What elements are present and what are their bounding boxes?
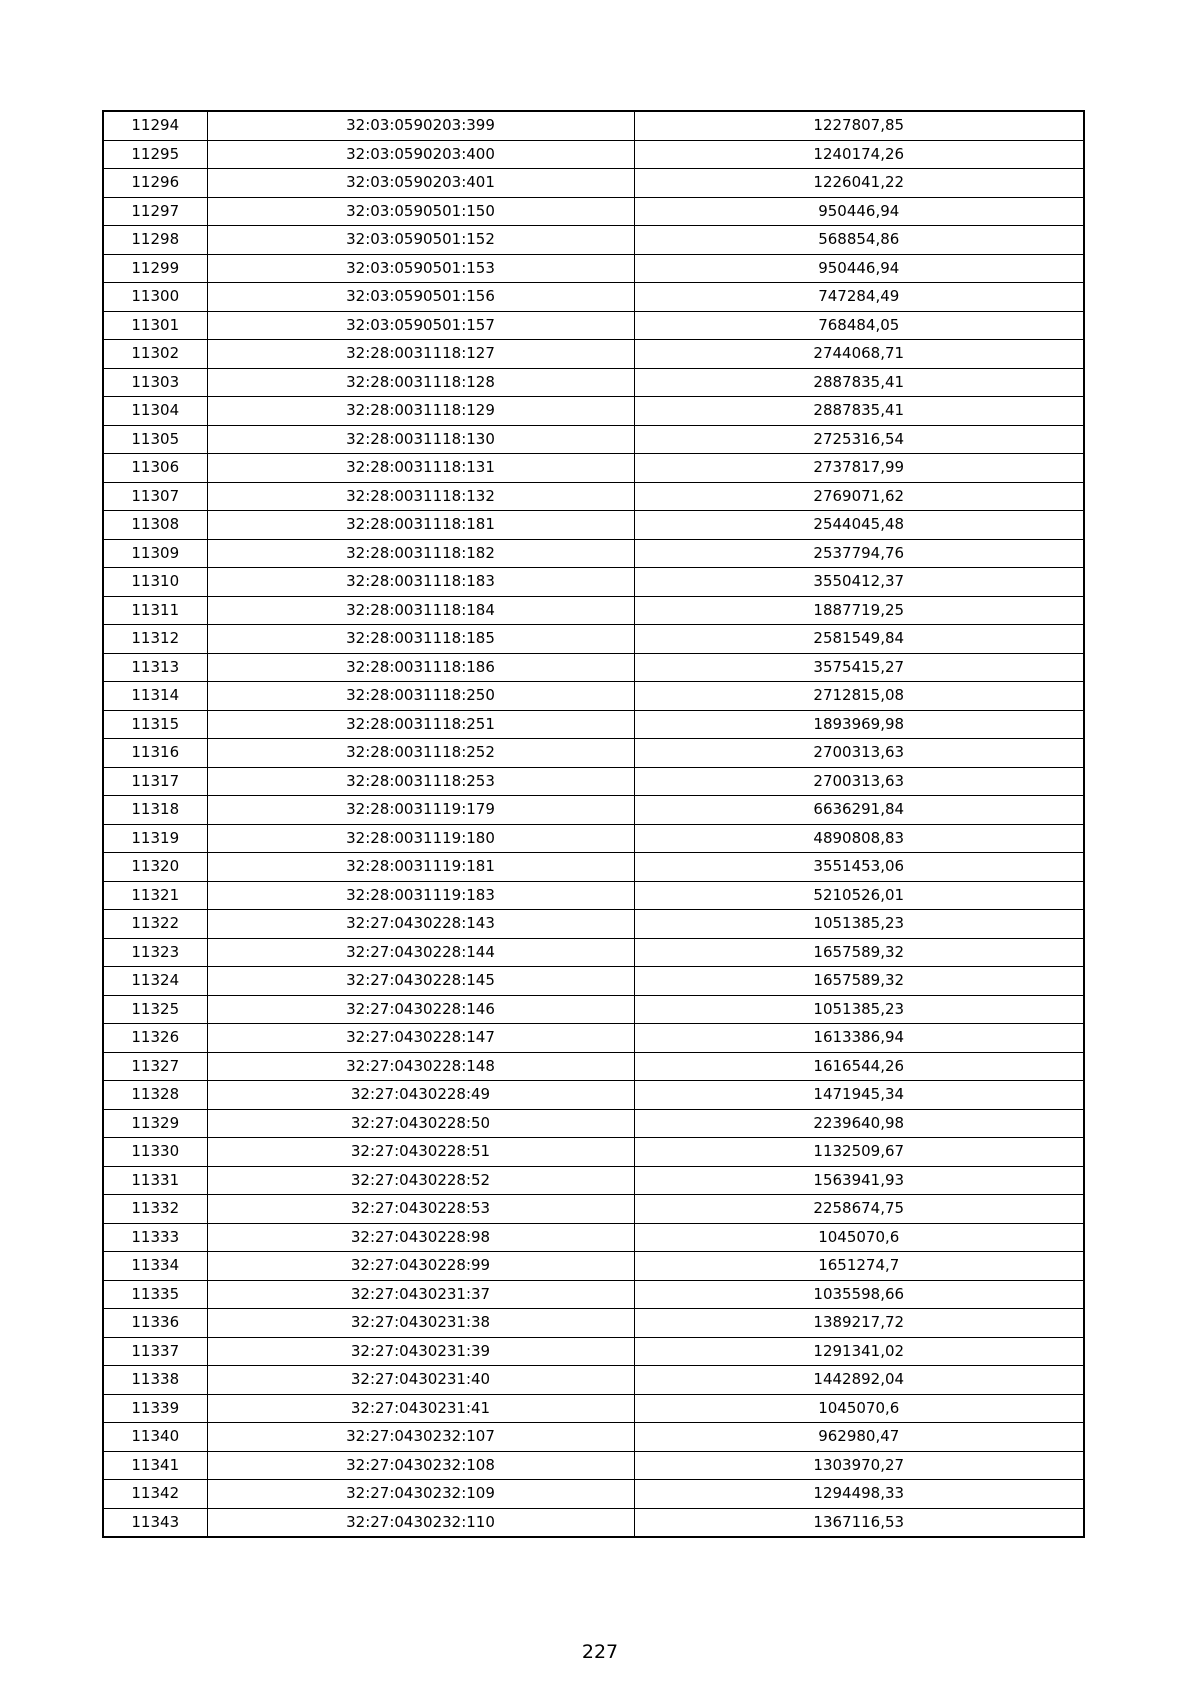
row-number-cell: 11332 <box>103 1195 207 1224</box>
value-cell: 2737817,99 <box>634 454 1084 483</box>
table-row <box>103 197 1084 226</box>
cadastral-number-cell: 32:28:0031118:181 <box>207 511 634 540</box>
table-row <box>103 995 1084 1024</box>
row-number-cell: 11295 <box>103 140 207 169</box>
row-number-cell: 11307 <box>103 482 207 511</box>
row-number-cell: 11300 <box>103 283 207 312</box>
table-row <box>103 1052 1084 1081</box>
row-number-cell: 11343 <box>103 1508 207 1537</box>
value-cell: 1035598,66 <box>634 1280 1084 1309</box>
row-number-cell: 11323 <box>103 938 207 967</box>
value-cell: 1616544,26 <box>634 1052 1084 1081</box>
table-row <box>103 1394 1084 1423</box>
row-number-cell: 11305 <box>103 425 207 454</box>
row-number-cell: 11317 <box>103 767 207 796</box>
cadastral-number-cell: 32:28:0031118:130 <box>207 425 634 454</box>
row-number-cell: 11298 <box>103 226 207 255</box>
table-row <box>103 226 1084 255</box>
table-row <box>103 1508 1084 1537</box>
value-cell: 1389217,72 <box>634 1309 1084 1338</box>
table-row <box>103 824 1084 853</box>
cadastral-number-cell: 32:27:0430232:109 <box>207 1480 634 1509</box>
table-row <box>103 511 1084 540</box>
table-row <box>103 397 1084 426</box>
value-cell: 2887835,41 <box>634 368 1084 397</box>
row-number-cell: 11315 <box>103 710 207 739</box>
cadastral-number-cell: 32:28:0031118:182 <box>207 539 634 568</box>
row-number-cell: 11331 <box>103 1166 207 1195</box>
row-number-cell: 11330 <box>103 1138 207 1167</box>
cadastral-number-cell: 32:03:0590203:400 <box>207 140 634 169</box>
table-row <box>103 311 1084 340</box>
cadastral-number-cell: 32:28:0031118:131 <box>207 454 634 483</box>
value-cell: 3550412,37 <box>634 568 1084 597</box>
row-number-cell: 11314 <box>103 682 207 711</box>
row-number-cell: 11327 <box>103 1052 207 1081</box>
cadastral-number-cell: 32:27:0430228:52 <box>207 1166 634 1195</box>
cadastral-number-cell: 32:28:0031118:185 <box>207 625 634 654</box>
value-cell: 4890808,83 <box>634 824 1084 853</box>
cadastral-number-cell: 32:28:0031118:186 <box>207 653 634 682</box>
value-cell: 2700313,63 <box>634 739 1084 768</box>
value-cell: 2239640,98 <box>634 1109 1084 1138</box>
cadastral-number-cell: 32:28:0031118:128 <box>207 368 634 397</box>
row-number-cell: 11326 <box>103 1024 207 1053</box>
table-row <box>103 1480 1084 1509</box>
value-cell: 1657589,32 <box>634 967 1084 996</box>
value-cell: 2544045,48 <box>634 511 1084 540</box>
row-number-cell: 11325 <box>103 995 207 1024</box>
cadastral-number-cell: 32:03:0590501:153 <box>207 254 634 283</box>
value-cell: 1651274,7 <box>634 1252 1084 1281</box>
value-cell: 768484,05 <box>634 311 1084 340</box>
row-number-cell: 11320 <box>103 853 207 882</box>
row-number-cell: 11340 <box>103 1423 207 1452</box>
value-cell: 1367116,53 <box>634 1508 1084 1537</box>
value-cell: 1887719,25 <box>634 596 1084 625</box>
value-cell: 5210526,01 <box>634 881 1084 910</box>
value-cell: 1051385,23 <box>634 910 1084 939</box>
table-row <box>103 1309 1084 1338</box>
table-row <box>103 1337 1084 1366</box>
table-row <box>103 169 1084 198</box>
cadastral-number-cell: 32:28:0031118:253 <box>207 767 634 796</box>
cadastral-number-cell: 32:28:0031118:252 <box>207 739 634 768</box>
table-row <box>103 625 1084 654</box>
cadastral-number-cell: 32:27:0430228:147 <box>207 1024 634 1053</box>
table-row <box>103 1423 1084 1452</box>
row-number-cell: 11318 <box>103 796 207 825</box>
value-cell: 1051385,23 <box>634 995 1084 1024</box>
table-row <box>103 682 1084 711</box>
cadastral-number-cell: 32:27:0430232:108 <box>207 1451 634 1480</box>
cadastral-number-cell: 32:28:0031118:127 <box>207 340 634 369</box>
cadastral-number-cell: 32:27:0430228:145 <box>207 967 634 996</box>
value-cell: 2258674,75 <box>634 1195 1084 1224</box>
value-cell: 962980,47 <box>634 1423 1084 1452</box>
row-number-cell: 11308 <box>103 511 207 540</box>
cadastral-number-cell: 32:27:0430232:107 <box>207 1423 634 1452</box>
table-row <box>103 967 1084 996</box>
cadastral-number-cell: 32:03:0590501:156 <box>207 283 634 312</box>
value-cell: 1657589,32 <box>634 938 1084 967</box>
table-row <box>103 1280 1084 1309</box>
value-cell: 2887835,41 <box>634 397 1084 426</box>
row-number-cell: 11299 <box>103 254 207 283</box>
table-row <box>103 111 1084 140</box>
row-number-cell: 11311 <box>103 596 207 625</box>
cadastral-number-cell: 32:03:0590501:150 <box>207 197 634 226</box>
value-cell: 2712815,08 <box>634 682 1084 711</box>
value-cell: 1294498,33 <box>634 1480 1084 1509</box>
table-row <box>103 254 1084 283</box>
row-number-cell: 11313 <box>103 653 207 682</box>
row-number-cell: 11333 <box>103 1223 207 1252</box>
row-number-cell: 11310 <box>103 568 207 597</box>
cadastral-number-cell: 32:27:0430231:38 <box>207 1309 634 1338</box>
table-row <box>103 1223 1084 1252</box>
cadastral-number-cell: 32:27:0430231:40 <box>207 1366 634 1395</box>
table-row <box>103 796 1084 825</box>
table-row <box>103 539 1084 568</box>
cadastral-number-cell: 32:27:0430228:99 <box>207 1252 634 1281</box>
cadastral-number-cell: 32:28:0031119:180 <box>207 824 634 853</box>
cadastral-number-cell: 32:27:0430228:144 <box>207 938 634 967</box>
table-row <box>103 568 1084 597</box>
table-row <box>103 910 1084 939</box>
value-cell: 1045070,6 <box>634 1223 1084 1252</box>
cadastral-number-cell: 32:28:0031118:250 <box>207 682 634 711</box>
page-number: 227 <box>581 1641 619 1663</box>
table-row <box>103 1451 1084 1480</box>
cadastral-number-cell: 32:03:0590501:157 <box>207 311 634 340</box>
table-row <box>103 1366 1084 1395</box>
cadastral-number-cell: 32:28:0031119:181 <box>207 853 634 882</box>
value-cell: 1471945,34 <box>634 1081 1084 1110</box>
table-row <box>103 283 1084 312</box>
cadastral-number-cell: 32:27:0430228:49 <box>207 1081 634 1110</box>
row-number-cell: 11334 <box>103 1252 207 1281</box>
table-row <box>103 368 1084 397</box>
table-row <box>103 340 1084 369</box>
value-cell: 1613386,94 <box>634 1024 1084 1053</box>
table-row <box>103 454 1084 483</box>
cadastral-number-cell: 32:28:0031118:183 <box>207 568 634 597</box>
value-cell: 2700313,63 <box>634 767 1084 796</box>
value-cell: 950446,94 <box>634 197 1084 226</box>
row-number-cell: 11303 <box>103 368 207 397</box>
table-row <box>103 1195 1084 1224</box>
cadastral-number-cell: 32:03:0590203:399 <box>207 111 634 140</box>
cadastral-number-cell: 32:27:0430228:148 <box>207 1052 634 1081</box>
cadastral-number-cell: 32:28:0031119:183 <box>207 881 634 910</box>
table-row <box>103 1024 1084 1053</box>
row-number-cell: 11328 <box>103 1081 207 1110</box>
value-cell: 1893969,98 <box>634 710 1084 739</box>
value-cell: 1563941,93 <box>634 1166 1084 1195</box>
value-cell: 950446,94 <box>634 254 1084 283</box>
row-number-cell: 11338 <box>103 1366 207 1395</box>
table-row <box>103 853 1084 882</box>
table-row <box>103 881 1084 910</box>
table-row <box>103 653 1084 682</box>
table-row <box>103 739 1084 768</box>
table-row <box>103 938 1084 967</box>
cadastral-number-cell: 32:27:0430228:143 <box>207 910 634 939</box>
value-cell: 2537794,76 <box>634 539 1084 568</box>
cadastral-number-cell: 32:28:0031118:132 <box>207 482 634 511</box>
cadastral-number-cell: 32:27:0430231:39 <box>207 1337 634 1366</box>
value-cell: 2581549,84 <box>634 625 1084 654</box>
table-row <box>103 710 1084 739</box>
value-cell: 2769071,62 <box>634 482 1084 511</box>
row-number-cell: 11339 <box>103 1394 207 1423</box>
value-cell: 1132509,67 <box>634 1138 1084 1167</box>
row-number-cell: 11296 <box>103 169 207 198</box>
table-row <box>103 1109 1084 1138</box>
cadastral-number-cell: 32:27:0430232:110 <box>207 1508 634 1537</box>
row-number-cell: 11302 <box>103 340 207 369</box>
row-number-cell: 11309 <box>103 539 207 568</box>
table-row <box>103 596 1084 625</box>
cadastral-number-cell: 32:28:0031118:184 <box>207 596 634 625</box>
cadastral-number-cell: 32:28:0031118:251 <box>207 710 634 739</box>
cadastral-number-cell: 32:27:0430231:41 <box>207 1394 634 1423</box>
table-row <box>103 140 1084 169</box>
table-row <box>103 1138 1084 1167</box>
row-number-cell: 11301 <box>103 311 207 340</box>
row-number-cell: 11316 <box>103 739 207 768</box>
cadastral-number-cell: 32:03:0590501:152 <box>207 226 634 255</box>
value-cell: 1045070,6 <box>634 1394 1084 1423</box>
table-row <box>103 767 1084 796</box>
value-cell: 1227807,85 <box>634 111 1084 140</box>
value-cell: 1291341,02 <box>634 1337 1084 1366</box>
table-row <box>103 1081 1084 1110</box>
value-cell: 1442892,04 <box>634 1366 1084 1395</box>
row-number-cell: 11336 <box>103 1309 207 1338</box>
cadastral-number-cell: 32:27:0430228:51 <box>207 1138 634 1167</box>
cadastral-number-cell: 32:27:0430228:53 <box>207 1195 634 1224</box>
row-number-cell: 11304 <box>103 397 207 426</box>
row-number-cell: 11306 <box>103 454 207 483</box>
value-cell: 3575415,27 <box>634 653 1084 682</box>
table-body <box>103 111 1084 1537</box>
row-number-cell: 11294 <box>103 111 207 140</box>
row-number-cell: 11337 <box>103 1337 207 1366</box>
value-cell: 1240174,26 <box>634 140 1084 169</box>
table-row <box>103 1166 1084 1195</box>
cadastral-value-table <box>102 110 1085 1538</box>
cadastral-number-cell: 32:28:0031119:179 <box>207 796 634 825</box>
row-number-cell: 11319 <box>103 824 207 853</box>
value-cell: 568854,86 <box>634 226 1084 255</box>
row-number-cell: 11324 <box>103 967 207 996</box>
value-cell: 2744068,71 <box>634 340 1084 369</box>
value-cell: 1303970,27 <box>634 1451 1084 1480</box>
cadastral-number-cell: 32:27:0430228:50 <box>207 1109 634 1138</box>
row-number-cell: 11335 <box>103 1280 207 1309</box>
cadastral-number-cell: 32:27:0430228:98 <box>207 1223 634 1252</box>
cadastral-number-cell: 32:27:0430231:37 <box>207 1280 634 1309</box>
cadastral-number-cell: 32:28:0031118:129 <box>207 397 634 426</box>
row-number-cell: 11341 <box>103 1451 207 1480</box>
row-number-cell: 11321 <box>103 881 207 910</box>
value-cell: 2725316,54 <box>634 425 1084 454</box>
row-number-cell: 11329 <box>103 1109 207 1138</box>
table-row <box>103 482 1084 511</box>
table-row <box>103 1252 1084 1281</box>
cadastral-number-cell: 32:03:0590203:401 <box>207 169 634 198</box>
row-number-cell: 11297 <box>103 197 207 226</box>
row-number-cell: 11322 <box>103 910 207 939</box>
row-number-cell: 11312 <box>103 625 207 654</box>
cadastral-number-cell: 32:27:0430228:146 <box>207 995 634 1024</box>
value-cell: 747284,49 <box>634 283 1084 312</box>
value-cell: 1226041,22 <box>634 169 1084 198</box>
table-row <box>103 425 1084 454</box>
row-number-cell: 11342 <box>103 1480 207 1509</box>
value-cell: 6636291,84 <box>634 796 1084 825</box>
value-cell: 3551453,06 <box>634 853 1084 882</box>
